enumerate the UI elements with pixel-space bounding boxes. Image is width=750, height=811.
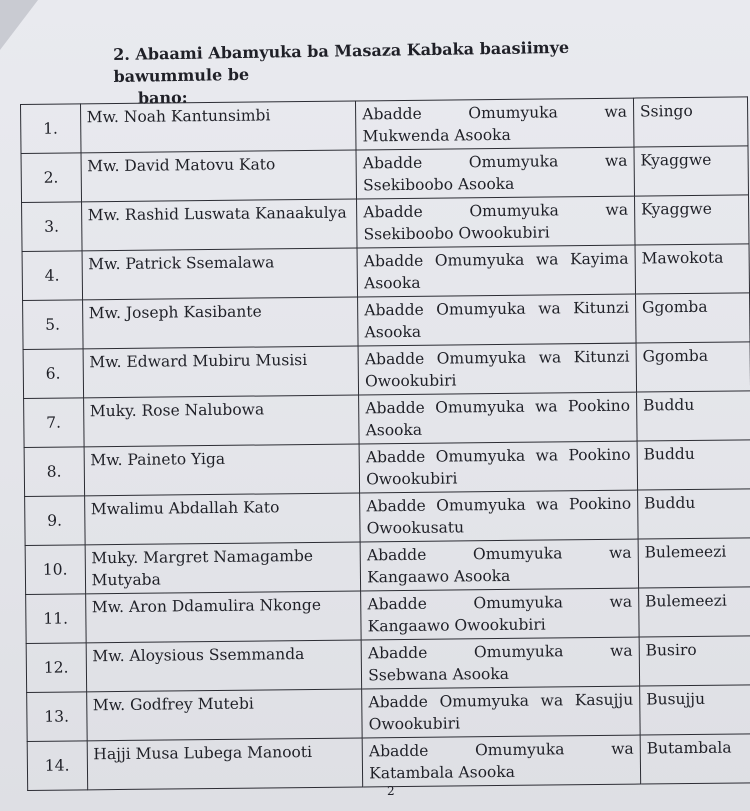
official-name: Mw. Noah Kantunsimbi [80, 101, 356, 153]
official-name: Hajji Musa Lubega Manooti [87, 738, 363, 790]
row-number: 9. [25, 496, 85, 546]
table-row [25, 538, 750, 595]
official-name: Mw. Aloysious Ssemmanda [86, 640, 362, 692]
region-name: Kyaggwe [634, 195, 749, 245]
official-role: Abadde Omumyuka wa Pookino Owookusatu [360, 490, 638, 542]
row-number: 1. [21, 104, 81, 154]
official-name: Mw. Edward Mubiru Musisi [83, 346, 359, 398]
officials-table-body [21, 97, 750, 791]
official-role: Abadde Omumyuka wa Kitunzi Owookubiri [358, 343, 636, 395]
region-name: Kyaggwe [634, 146, 749, 196]
region-name: Buddu [637, 489, 750, 539]
region-name: Ggomba [635, 293, 750, 343]
table-row [24, 440, 750, 497]
row-number: 10. [25, 545, 85, 595]
table-row [27, 734, 750, 791]
region-name: Butambala [640, 734, 750, 784]
official-role: Abadde Omumyuka wa Kayima Asooka [357, 245, 635, 297]
table-row [24, 391, 750, 448]
row-number: 5. [23, 300, 83, 350]
official-name: Mw. Aron Ddamulira Nkonge [85, 591, 361, 643]
table-row [22, 195, 749, 252]
official-role: Abadde Omumyuka wa Ssekiboobo Owookubiri [357, 196, 635, 248]
row-number: 11. [26, 594, 86, 644]
official-name: Mwalimu Abdallah Kato [84, 493, 360, 545]
region-name: Buddu [636, 391, 750, 441]
table-row [23, 342, 750, 399]
official-name: Mw. Paineto Yiga [84, 444, 360, 496]
row-number: 12. [26, 643, 86, 693]
heading-line-2: bano: [137, 87, 188, 108]
table-row [26, 636, 750, 693]
official-name: Muky. Margret Namagambe Mutyaba [85, 542, 361, 594]
official-role: Abadde Omumyuka wa Pookino Asooka [359, 392, 637, 444]
region-name: Bulemeezi [638, 587, 750, 637]
official-name: Mw. David Matovu Kato [81, 150, 357, 202]
table-row [21, 97, 748, 154]
heading-line-1: 2. Abaami Abamyuka ba Masaza Kabaka baasiimye bawummule be [113, 37, 570, 86]
region-name: Buddu [637, 440, 750, 490]
official-role: Abadde Omumyuka wa Kitunzi Asooka [358, 294, 636, 346]
official-name: Mw. Patrick Ssemalawa [82, 248, 358, 300]
table-row [21, 146, 748, 203]
region-name: Ggomba [636, 342, 750, 392]
table-row [23, 293, 750, 350]
official-role: Abadde Omumyuka wa Katambala Asooka [362, 735, 640, 787]
table-row [22, 244, 749, 301]
table-row [25, 489, 750, 546]
row-number: 3. [22, 202, 82, 252]
official-name: Muky. Rose Nalubowa [83, 395, 359, 447]
table-row [27, 685, 750, 742]
official-role: Abadde Omumyuka wa Kangaawo Asooka [360, 539, 638, 591]
official-role: Abadde Omumyuka wa Pookino Owookubiri [359, 441, 637, 493]
official-name: Mw. Godfrey Mutebi [86, 689, 362, 741]
row-number: 13. [27, 692, 87, 742]
page-number: 2 [387, 784, 395, 798]
officials-table-wrapper [20, 96, 750, 791]
region-name: Mawokota [635, 244, 750, 294]
table-row [26, 587, 750, 644]
region-name: Bulemeezi [638, 538, 750, 588]
row-number: 7. [24, 398, 84, 448]
region-name: Busiro [639, 636, 750, 686]
official-name: Mw. Joseph Kasibante [82, 297, 358, 349]
officials-table [20, 96, 750, 791]
row-number: 4. [22, 251, 82, 301]
region-name: Busujju [640, 685, 750, 735]
row-number: 14. [27, 741, 87, 791]
official-role: Abadde Omumyuka wa Kasujju Owookubiri [362, 686, 640, 738]
official-role: Abadde Omumyuka wa Ssekiboobo Asooka [356, 147, 634, 199]
row-number: 8. [24, 447, 84, 497]
official-name: Mw. Rashid Luswata Kanaakulya [81, 199, 357, 251]
official-role: Abadde Omumyuka wa Kangaawo Owookubiri [361, 588, 639, 640]
row-number: 2. [21, 153, 81, 203]
folded-corner [0, 0, 38, 50]
official-role: Abadde Omumyuka wa Ssebwana Asooka [361, 637, 639, 689]
official-role: Abadde Omumyuka wa Mukwenda Asooka [356, 98, 634, 150]
region-name: Ssingo [633, 97, 748, 147]
row-number: 6. [23, 349, 83, 399]
